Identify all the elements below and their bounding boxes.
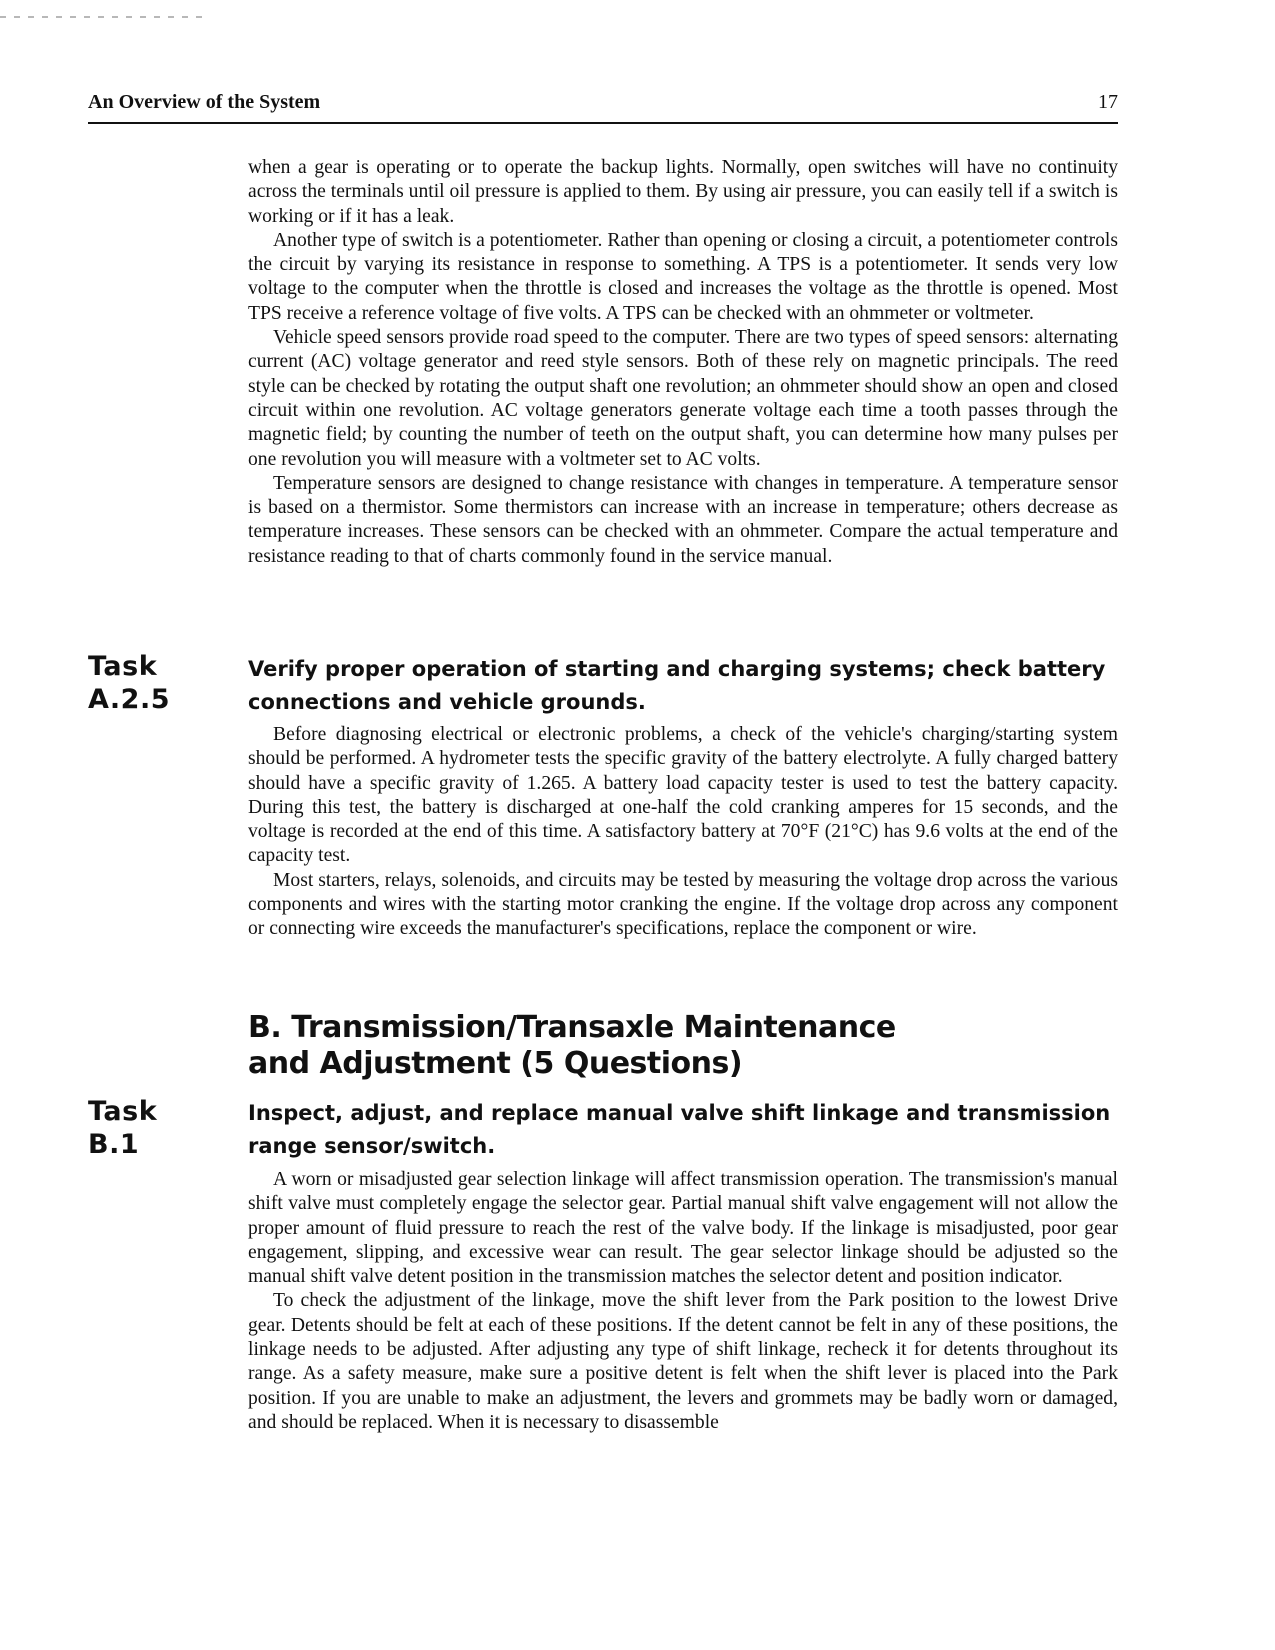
paragraph: when a gear is operating or to operate the backup lights. Normally, open switches will have no continuity across the terminals until oil pressure is applied to them. By using air pressure, you can easily tell if a switch is working or if it has a leak. [248, 157, 1118, 227]
scan-artifact [0, 16, 210, 18]
section-heading-line: and Adjustment (5 Questions) [248, 1046, 743, 1081]
paragraph: A worn or misadjusted gear selection linkage will affect transmission operation. The transmission's manual shift valve must completely engage the selector gear. Partial manual shift valve engagement will not allow the proper amount of fluid pressure to reach the rest of the valve body. If the linkage is misadjusted, poor gear engagement, slipping, and excessive wear can result. The gear selector linkage should be adjusted so the manual shift valve detent position in the transmission matches the selector detent and position indicator. [248, 1169, 1118, 1288]
task-a25-title: Verify proper operation of starting and charging systems; check battery connections and vehicle grounds. [248, 657, 1106, 714]
task-a25-text [248, 723, 1118, 942]
page-number: 17 [1098, 91, 1118, 113]
paragraph: Most starters, relays, solenoids, and circuits may be tested by measuring the voltage drop across the various components and wires with the starting motor cranking the engine. If the voltage drop across any component or connecting wire exceeds the manufacturer's specifications, replace the component or wire. [248, 869, 1118, 940]
paragraph: To check the adjustment of the linkage, move the shift lever from the Park position to the lowest Drive gear. Detents should be felt at each of these positions. If the detent cannot be felt in any of these positions, the linkage needs to be adjusted. After adjusting any type of shift linkage, recheck it for detents throughout its range. As a safety measure, make sure a positive detent is felt when the shift lever is placed into the Park position. If you are unable to make an adjustment, the levers and grommets may be badly worn or damaged, and should be replaced. When it is necessary to disassemble [248, 1290, 1118, 1433]
paragraph: Vehicle speed sensors provide road speed to the computer. There are two types of speed sensors: alternating current (AC) voltage generator and reed style sensors. Both of these rely on magnetic principals. The reed style can be checked by rotating the output shaft one revolution; an ohmmeter should show an open and closed circuit within one revolution. AC voltage generators generate voltage each time a tooth passes through the magnetic field; by counting the number of teeth on the output shaft, you can determine how many pulses per one revolution you will measure with a voltmeter set to AC volts. [248, 327, 1118, 470]
intro-text [248, 156, 1118, 569]
paragraph: Another type of switch is a potentiometer. Rather than opening or closing a circuit, a potentiometer controls the circuit by varying its resistance in response to something. A TPS is a potentiometer. It sends very low voltage to the computer when the throttle is closed and increases the voltage as the throttle is opened. Most TPS receive a reference voltage of five volts. A TPS can be checked with an ohmmeter or voltmeter. [248, 229, 1118, 324]
paragraph: Temperature sensors are designed to change resistance with changes in temperature. A temperature sensor is based on a thermistor. Some thermistors can increase with an increase in temperature; others decrease as temperature increases. These sensors can be checked with an ohmmeter. Compare the actual temperature and resistance reading to that of charts commonly found in the service manual. [248, 472, 1118, 567]
task-a25-label [88, 650, 170, 716]
running-header [88, 88, 1118, 124]
section-b-heading [248, 1010, 1118, 1082]
task-word: Task [88, 1096, 158, 1127]
task-number: B.1 [88, 1129, 140, 1160]
task-b1-label [88, 1095, 157, 1161]
section-heading-line: B. Transmission/Transaxle Maintenance [248, 1010, 896, 1045]
paragraph: Before diagnosing electrical or electronic problems, a check of the vehicle's charging/starting system should be performed. A hydrometer tests the specific gravity of the battery electrolyte. A fully charged battery should have a specific gravity of 1.265. A battery load capacity tester is used to test the battery capacity. During this test, the battery is discharged at one-half the cold cranking amperes for 15 seconds, and the voltage is recorded at the end of this time. A satisfactory battery at 70°F (21°C) has 9.6 volts at the end of the capacity test. [248, 724, 1118, 867]
task-b1-text [248, 1168, 1118, 1435]
chapter-title: An Overview of the System [88, 91, 321, 113]
task-number: A.2.5 [88, 684, 170, 715]
task-b1-title: Inspect, adjust, and replace manual valve shift linkage and transmission range sensor/switch. [248, 1101, 1111, 1158]
task-word: Task [88, 651, 158, 682]
